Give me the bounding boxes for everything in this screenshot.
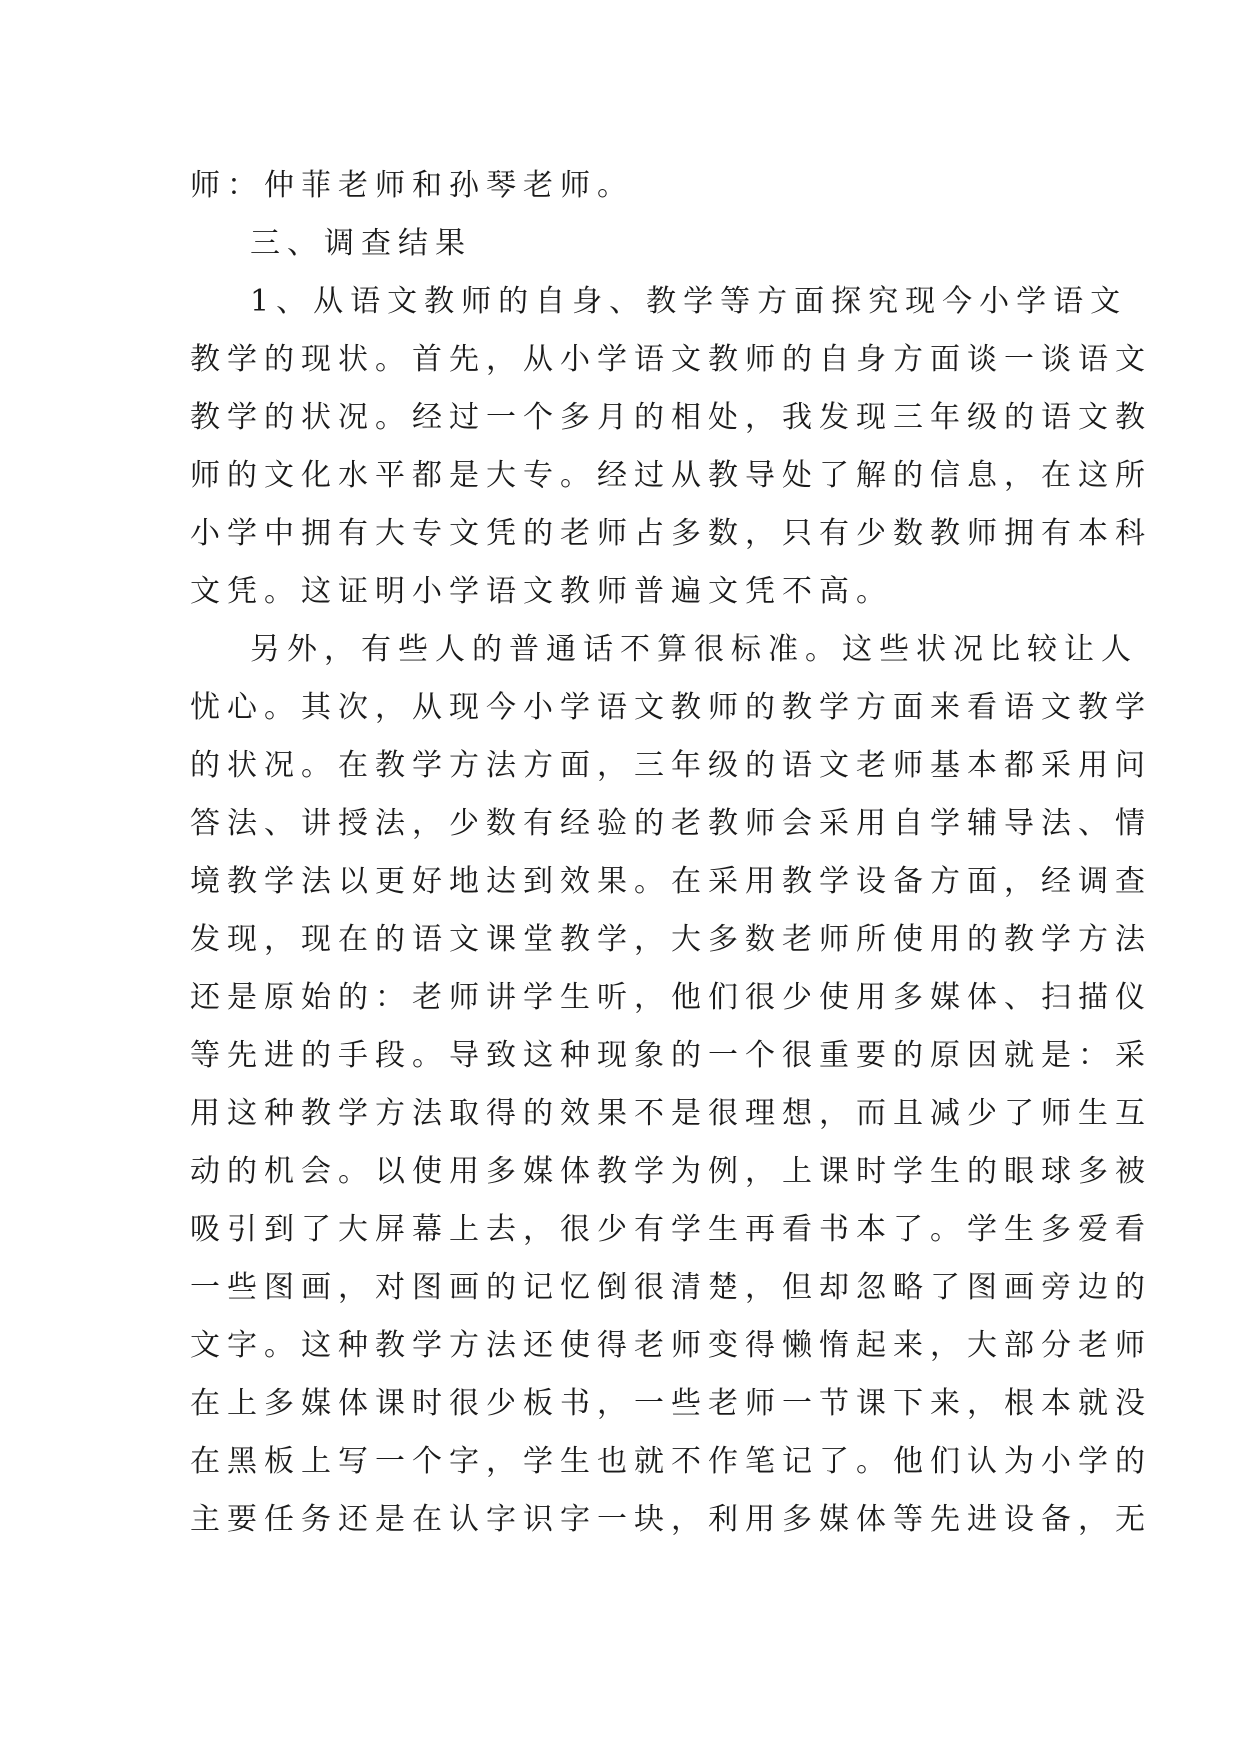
text-line-12: 答法、讲授法，少数有经验的老教师会采用自学辅导法、情 xyxy=(190,806,1152,841)
text-line-9: 另外，有些人的普通话不算很标准。这些状况比较让人 xyxy=(250,632,1138,667)
text-line-7: 小学中拥有大专文凭的老师占多数，只有少数教师拥有本科 xyxy=(190,516,1152,551)
text-line-20: 一些图画，对图画的记忆倒很清楚，但却忽略了图画旁边的 xyxy=(190,1270,1152,1305)
text-line-6: 师的文化水平都是大专。经过从教导处了解的信息，在这所 xyxy=(190,458,1152,493)
section-heading: 三、调查结果 xyxy=(250,226,472,261)
text-line-23: 在黑板上写一个字，学生也就不作笔记了。他们认为小学的 xyxy=(190,1444,1152,1479)
text-line-24: 主要任务还是在认字识字一块，利用多媒体等先进设备，无 xyxy=(190,1502,1152,1537)
text-line-5: 教学的状况。经过一个多月的相处，我发现三年级的语文教 xyxy=(190,400,1152,435)
text-line-1: 师：仲菲老师和孙琴老师。 xyxy=(190,168,634,203)
text-line-3: 1、从语文教师的自身、教学等方面探究现今小学语文 xyxy=(250,284,1128,319)
text-line-19: 吸引到了大屏幕上去，很少有学生再看书本了。学生多爱看 xyxy=(190,1212,1152,1247)
text-line-14: 发现，现在的语文课堂教学，大多数老师所使用的教学方法 xyxy=(190,922,1152,957)
text-line-4: 教学的现状。首先，从小学语文教师的自身方面谈一谈语文 xyxy=(190,342,1152,377)
text-line-10: 忧心。其次，从现今小学语文教师的教学方面来看语文教学 xyxy=(190,690,1152,725)
text-line-8: 文凭。这证明小学语文教师普遍文凭不高。 xyxy=(190,574,893,609)
text-line-17: 用这种教学方法取得的效果不是很理想，而且减少了师生互 xyxy=(190,1096,1152,1131)
text-line-18: 动的机会。以使用多媒体教学为例，上课时学生的眼球多被 xyxy=(190,1154,1152,1189)
text-line-11: 的状况。在教学方法方面，三年级的语文老师基本都采用问 xyxy=(190,748,1152,783)
text-line-16: 等先进的手段。导致这种现象的一个很重要的原因就是：采 xyxy=(190,1038,1152,1073)
text-line-22: 在上多媒体课时很少板书，一些老师一节课下来，根本就没 xyxy=(190,1386,1152,1421)
text-line-21: 文字。这种教学方法还使得老师变得懒惰起来，大部分老师 xyxy=(190,1328,1152,1363)
text-line-13: 境教学法以更好地达到效果。在采用教学设备方面，经调查 xyxy=(190,864,1152,899)
text-line-15: 还是原始的：老师讲学生听，他们很少使用多媒体、扫描仪 xyxy=(190,980,1152,1015)
